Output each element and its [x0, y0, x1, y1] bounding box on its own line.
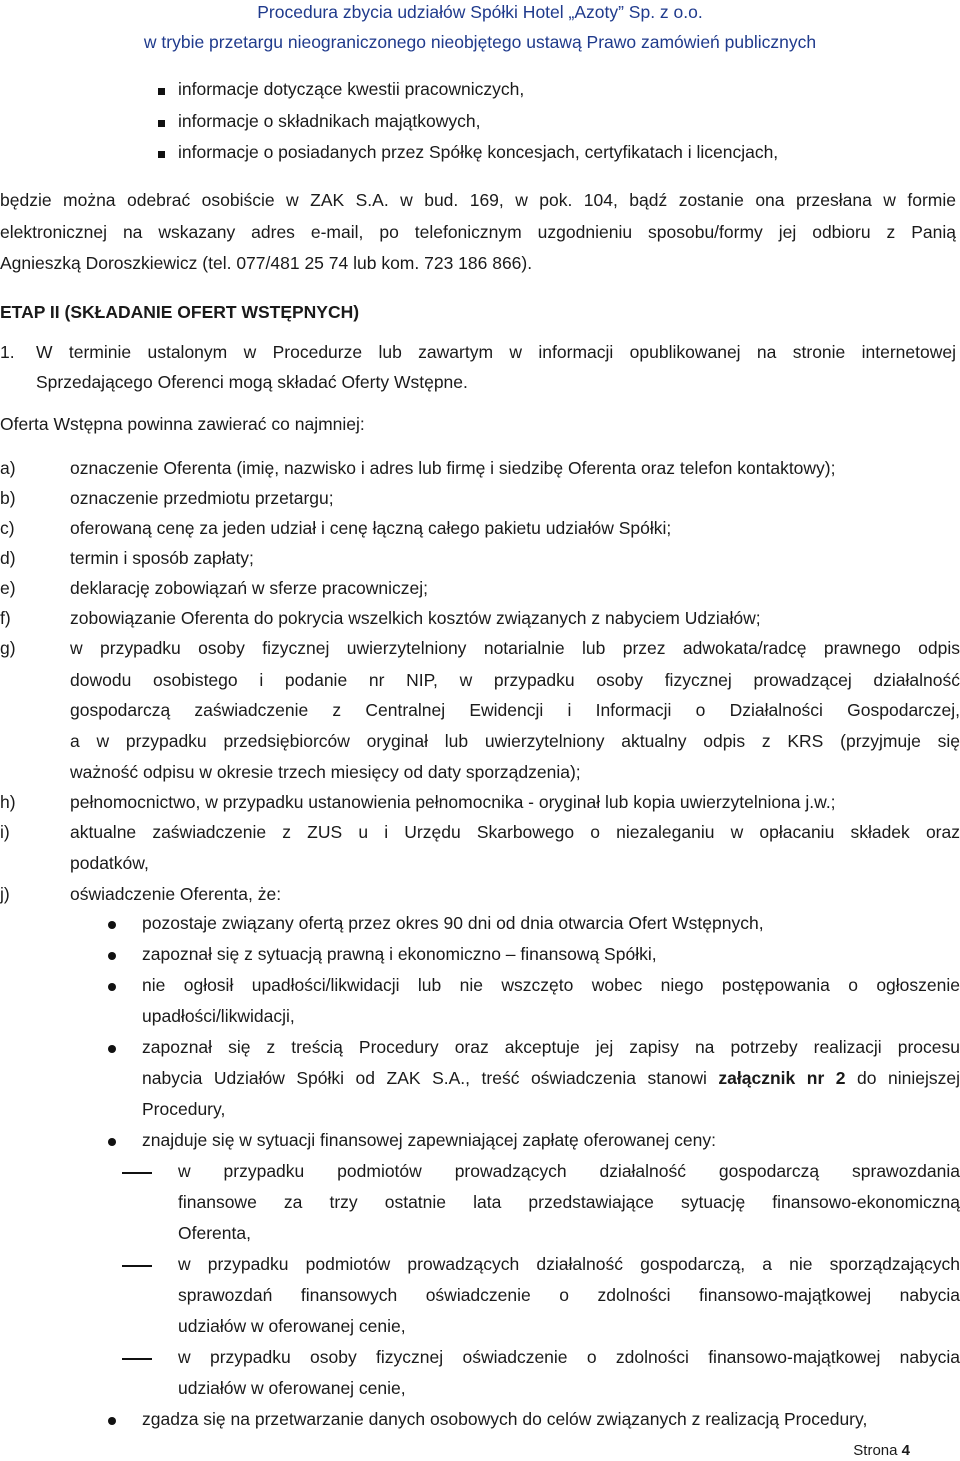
item-label: b): [0, 488, 16, 508]
round-bullet-icon: [108, 1417, 116, 1425]
list-item-line: Procedury,: [142, 1099, 226, 1119]
round-bullet-icon: [108, 921, 116, 929]
list-item: zgadza się na przetwarzanie danych osobowych do celów związanych z realizacją Procedury,: [142, 1409, 868, 1429]
dash-bullet-icon: [122, 1172, 152, 1174]
paragraph-line: W terminie ustalonym w Procedurze lub zawartym w informacji opublikowanej na stronie internetowej: [36, 342, 956, 362]
attachment-reference: załącznik nr 2: [718, 1068, 846, 1088]
list-item: informacje o posiadanych przez Spółkę koncesjach, certyfikatach i licencjach,: [178, 142, 779, 162]
text-run: nabycia Udziałów Spółki od ZAK S.A., treść oświadczenia stanowi: [142, 1068, 719, 1088]
list-item-line: Oferenta,: [178, 1223, 251, 1243]
list-item-line: w przypadku osoby fizycznej uwierzytelniony notarialnie lub przez adwokata/radcę prawnego odpis: [70, 638, 960, 658]
item-label: i): [0, 822, 10, 842]
list-item: pozostaje związany ofertą przez okres 90 dni od dnia otwarcia Ofert Wstępnych,: [142, 913, 764, 933]
square-bullet-icon: [158, 151, 165, 158]
list-item-line: nie ogłosił upadłości/likwidacji lub nie wszczęto wobec niego postępowania o ogłoszenie: [142, 975, 960, 995]
paragraph-line: Sprzedającego Oferenci mogą składać Oferty Wstępne.: [36, 372, 468, 392]
page-label: Strona: [853, 1442, 898, 1459]
list-item-line: gospodarczą zaświadczenie z Centralnej Ewidencji i Informacji o Działalności Gospodarczej,: [70, 700, 960, 720]
list-item: oświadczenie Oferenta, że:: [70, 884, 282, 904]
text-run: do niniejszej: [845, 1068, 960, 1088]
item-label: c): [0, 518, 15, 538]
list-item-line: dowodu osobistego i podanie nr NIP, w przypadku osoby fizycznej prowadzącej działalność: [70, 670, 960, 690]
paragraph-line: elektronicznej na wskazany adres e-mail, po telefonicznym uzgodnieniu sposobu/formy jej odbioru z Panią: [0, 222, 956, 242]
list-item-line: upadłości/likwidacji,: [142, 1006, 295, 1026]
list-item-line: aktualne zaświadczenie z ZUS u i Urzędu Skarbowego o niezaleganiu w opłacaniu składek oraz: [70, 822, 960, 842]
round-bullet-icon: [108, 1045, 116, 1053]
square-bullet-icon: [158, 88, 165, 95]
item-label: j): [0, 884, 10, 904]
document-header-title: Procedura zbycia udziałów Spółki Hotel „Azoty” Sp. z o.o.: [257, 2, 703, 22]
list-item: pełnomocnictwo, w przypadku ustanowienia pełnomocnika - oryginał lub kopia uwierzytelniona j.w.;: [70, 792, 836, 812]
list-item-line: podatków,: [70, 853, 149, 873]
round-bullet-icon: [108, 1138, 116, 1146]
list-item-line: zapoznał się z treścią Procedury oraz akceptuje jej zapisy na potrzeby realizacji procesu: [142, 1037, 960, 1057]
round-bullet-icon: [108, 952, 116, 960]
list-item-line: udziałów w oferowanej cenie,: [178, 1316, 406, 1336]
list-item: informacje dotyczące kwestii pracowniczych,: [178, 79, 525, 99]
list-item: oznaczenie Oferenta (imię, nazwisko i adres lub firmę i siedzibę Oferenta oraz telefon kontaktowy);: [70, 458, 836, 478]
item-label: e): [0, 578, 16, 598]
round-bullet-icon: [108, 983, 116, 991]
square-bullet-icon: [158, 120, 165, 127]
list-item-line: ważność odpisu w okresie trzech miesięcy od daty sporządzenia);: [70, 762, 581, 782]
page-number: 4: [901, 1442, 910, 1459]
list-item: deklarację zobowiązań w sferze pracowniczej;: [70, 578, 428, 598]
section-heading: ETAP II (SKŁADANIE OFERT WSTĘPNYCH): [0, 302, 360, 322]
list-item: termin i sposób zapłaty;: [70, 548, 254, 568]
page-footer: [853, 1442, 910, 1459]
paragraph-line: Oferta Wstępna powinna zawierać co najmniej:: [0, 414, 365, 434]
document-header-subtitle: w trybie przetargu nieograniczonego nieobjętego ustawą Prawo zamówień publicznych: [143, 32, 817, 52]
item-label: f): [0, 608, 11, 628]
dash-bullet-icon: [122, 1358, 152, 1360]
list-item: zapoznał się z sytuacją prawną i ekonomiczno – finansową Spółki,: [142, 944, 657, 964]
item-label: a): [0, 458, 16, 478]
dash-bullet-icon: [122, 1265, 152, 1267]
list-item-line: w przypadku osoby fizycznej oświadczenie o zdolności finansowo-majątkowej nabycia: [178, 1347, 960, 1367]
list-item-line: sprawozdań finansowych oświadczenie o zdolności finansowo-majątkowej nabycia: [178, 1285, 960, 1305]
item-label: h): [0, 792, 16, 812]
paragraph-line: będzie można odebrać osobiście w ZAK S.A. w bud. 169, w pok. 104, bądź zostanie ona przesłana w formie: [0, 190, 956, 210]
item-label: g): [0, 638, 16, 658]
list-item: oznaczenie przedmiotu przetargu;: [70, 488, 334, 508]
item-number: 1.: [0, 342, 15, 362]
list-item-line: [142, 1068, 960, 1089]
list-item: oferowaną cenę za jeden udział i cenę łączną całego pakietu udziałów Spółki;: [70, 518, 672, 538]
paragraph-line: Agnieszką Doroszkiewicz (tel. 077/481 25 74 lub kom. 723 186 866).: [0, 253, 533, 273]
list-item-line: udziałów w oferowanej cenie,: [178, 1378, 406, 1398]
list-item: znajduje się w sytuacji finansowej zapewniającej zapłatę oferowanej ceny:: [142, 1130, 716, 1150]
list-item-line: a w przypadku przedsiębiorców oryginał lub uwierzytelniony aktualny odpis z KRS (przyjmuje się: [70, 731, 960, 751]
list-item: zobowiązanie Oferenta do pokrycia wszelkich kosztów związanych z nabyciem Udziałów;: [70, 608, 761, 628]
list-item-line: w przypadku podmiotów prowadzących działalność gospodarczą sprawozdania: [178, 1161, 960, 1181]
list-item-line: finansowe za trzy ostatnie lata przedstawiające sytuację finansowo-ekonomiczną: [178, 1192, 960, 1212]
list-item-line: w przypadku podmiotów prowadzących działalność gospodarczą, a nie sporządzających: [178, 1254, 960, 1274]
list-item: informacje o składnikach majątkowych,: [178, 111, 481, 131]
item-label: d): [0, 548, 16, 568]
